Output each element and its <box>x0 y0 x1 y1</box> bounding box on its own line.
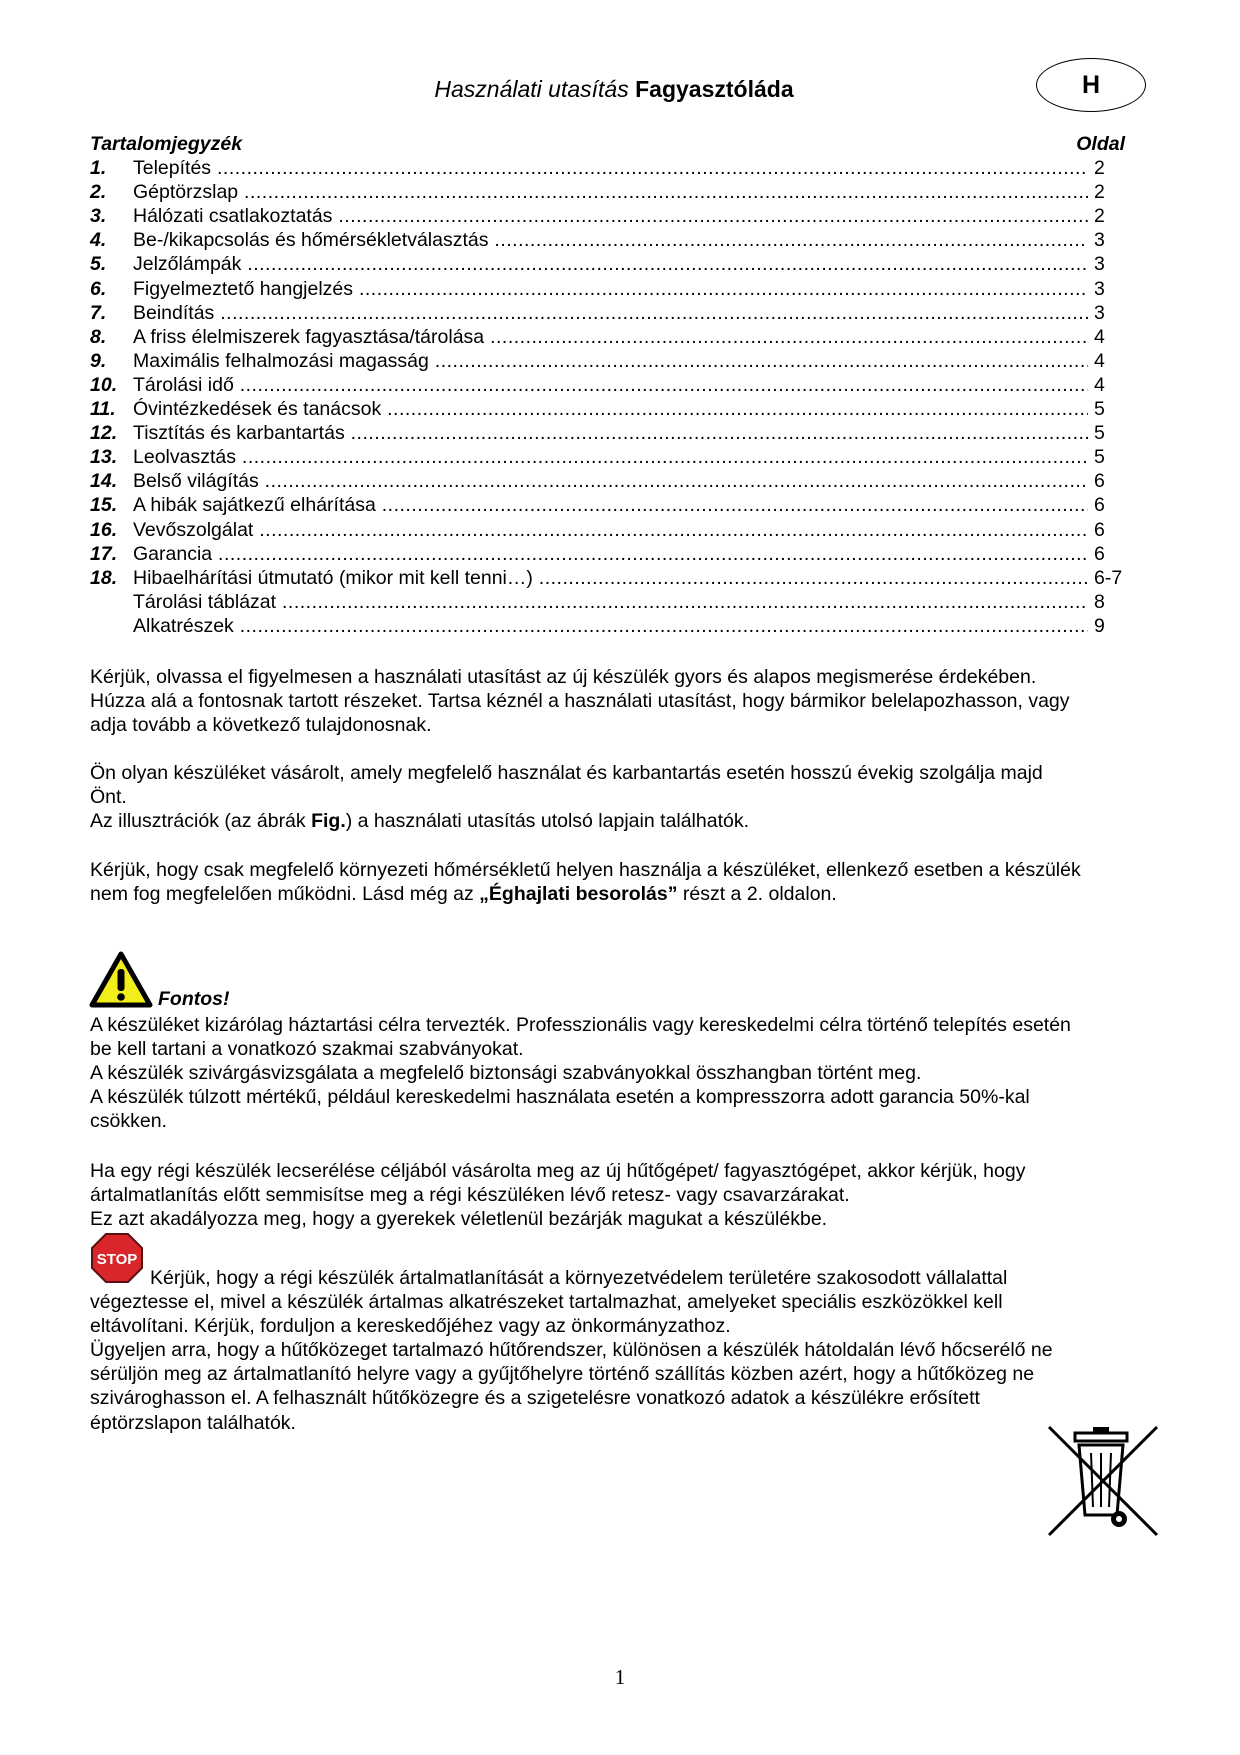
toc-entry[interactable] <box>90 542 1130 566</box>
toc-entry[interactable] <box>90 614 1130 638</box>
old-appliance-paragraph <box>90 1159 1170 1231</box>
toc-label: Alkatrészek ..... <box>133 614 1088 638</box>
toc-page: 4 <box>1094 349 1105 372</box>
text-line: Kérjük, olvassa el figyelmesen a használati utasítást az új készülék gyors és alapos megismerése érdekében. <box>90 666 1037 688</box>
text-line: Ön olyan készüléket vásárolt, amely megfelelő használat és karbantartás esetén hosszú évekig szolgálja majd <box>90 762 1043 784</box>
toc-number: 12. <box>90 422 118 445</box>
toc-label: Tárolási idő ..... <box>133 373 1088 397</box>
illustrations-note: Az illusztrációk (az ábrák Fig.) a használati utasítás utolsó lapjain találhatók. <box>90 810 749 833</box>
toc-number <box>90 590 133 614</box>
toc-entry[interactable] <box>90 493 1130 517</box>
toc-entry[interactable] <box>90 156 1130 180</box>
toc-label: Maximális felhalmozási magasság ..... <box>133 349 1088 373</box>
toc-label: Vevőszolgálat ..... <box>133 518 1088 542</box>
title-bold: Fagyasztóláda <box>635 76 794 102</box>
toc-page: 8 <box>1094 590 1105 613</box>
toc-number: 2. <box>90 181 107 204</box>
toc-page: 5 <box>1094 446 1105 469</box>
text-line: Ügyeljen arra, hogy a hűtőközeget tartalmazó hűtőrendszer, különösen a készülék hátoldalán lévő hőcserélő ne <box>90 1339 1053 1362</box>
toc-heading: Tartalomjegyzék <box>90 133 243 155</box>
toc-page: 9 <box>1094 614 1105 637</box>
toc-page: 5 <box>1094 422 1105 445</box>
toc-label: Be-/kikapcsolás és hőmérsékletválasztás ..... <box>133 228 1088 252</box>
title-italic: Használati utasítás <box>434 76 629 102</box>
toc-entry[interactable] <box>90 301 1130 325</box>
toc-number: 6. <box>90 277 107 300</box>
text-line: végeztesse el, mivel a készülék ártalmas alkatrészeket tartalmazhat, amelyeket speciális eszközökkel kell <box>90 1291 1003 1314</box>
page-number: 1 <box>614 1665 626 1689</box>
text-line: ártalmatlanítás előtt semmisítse meg a régi készüléken lévő retesz- vagy csavarzárakat. <box>90 1184 850 1207</box>
toc-page: 5 <box>1094 398 1105 421</box>
toc-page: 2 <box>1094 181 1105 204</box>
toc-page: 6 <box>1094 470 1105 493</box>
intro-paragraph <box>90 665 1170 737</box>
text-line: A készülék szivárgásvizsgálata a megfelelő biztonsági szabványokkal összhangban történt meg. <box>90 1062 922 1085</box>
toc-entry[interactable] <box>90 590 1130 614</box>
toc-number: 4. <box>90 229 107 252</box>
toc-entry[interactable] <box>90 325 1130 349</box>
toc-entry[interactable] <box>90 228 1130 252</box>
toc-page: 4 <box>1094 325 1105 348</box>
toc-number: 3. <box>90 205 107 228</box>
toc-number: 14. <box>90 470 118 493</box>
text-line: nem fog megfelelően működni. Lásd még az „Éghajlati besorolás” részt a 2. oldalon. <box>90 883 837 906</box>
toc-header <box>90 132 1130 156</box>
text-line: Húzza alá a fontosnak tartott részeket. Tartsa kéznél a használati utasítást, hogy bármikor belelapozhasson, vagy <box>90 690 1070 713</box>
toc-entry[interactable] <box>90 518 1130 542</box>
climate-paragraph <box>90 858 1170 906</box>
text-line: A készüléket kizárólag háztartási célra tervezték. Professzionális vagy kereskedelmi célra történő telepítés esetén <box>90 1014 1071 1036</box>
toc-label: Óvintézkedések és tanácsok ..... <box>133 397 1088 421</box>
toc-label: Jelzőlámpák ..... <box>133 252 1088 276</box>
text-line: Kérjük, hogy a régi készülék ártalmatlanítását a környezetvédelem területére szakosodott vállalattal <box>150 1267 1008 1289</box>
toc-number: 16. <box>90 518 118 541</box>
toc-entry[interactable] <box>90 277 1130 301</box>
toc-number: 5. <box>90 253 107 276</box>
toc-number <box>90 614 133 638</box>
toc-entry[interactable] <box>90 349 1130 373</box>
language-badge: H <box>1036 58 1146 112</box>
text-line: Önt. <box>90 786 127 809</box>
toc-label: A friss élelmiszerek fagyasztása/tárolása ..... <box>133 325 1088 349</box>
toc-label: Beindítás ..... <box>133 301 1088 325</box>
toc-page: 6 <box>1094 518 1105 541</box>
toc-entry[interactable] <box>90 373 1130 397</box>
toc-page: 2 <box>1094 205 1105 228</box>
toc-number: 10. <box>90 373 118 396</box>
toc-number: 8. <box>90 325 107 348</box>
lifetime-paragraph <box>90 761 1170 833</box>
toc-number: 9. <box>90 349 107 372</box>
toc-page: 3 <box>1094 277 1105 300</box>
toc-page: 3 <box>1094 229 1105 252</box>
toc-entry[interactable] <box>90 397 1130 421</box>
text-line: Kérjük, hogy csak megfelelő környezeti hőmérsékletű helyen használja a készüléket, ellenkező esetben a készülék <box>90 859 1081 881</box>
weee-crossed-bin-icon <box>1045 1423 1163 1539</box>
toc-label: Géptörzslap ..... <box>133 180 1088 204</box>
toc-entry[interactable] <box>90 469 1130 493</box>
toc-label: Hálózati csatlakoztatás ..... <box>133 204 1088 228</box>
text-line: csökken. <box>90 1110 167 1133</box>
toc-label: Leolvasztás ..... <box>133 445 1088 469</box>
toc-entry[interactable] <box>90 204 1130 228</box>
toc-number: 15. <box>90 494 118 517</box>
text-line: éptörzslapon találhatók. <box>90 1411 296 1434</box>
toc-number: 11. <box>90 398 116 421</box>
toc-page: 3 <box>1094 253 1105 276</box>
toc-label: Tisztítás és karbantartás ..... <box>133 421 1088 445</box>
toc-number: 18. <box>90 566 118 589</box>
toc-label: A hibák sajátkezű elhárítása ..... <box>133 493 1088 517</box>
text-line: Ez azt akadályozza meg, hogy a gyerekek véletlenül bezárják magukat a készülékbe. <box>90 1208 828 1231</box>
toc-page: 2 <box>1094 157 1105 180</box>
toc-label: Belső világítás ..... <box>133 469 1088 493</box>
toc-page: 6 <box>1094 494 1105 517</box>
toc-label: Garancia ..... <box>133 542 1088 566</box>
important-paragraph <box>90 1013 1170 1133</box>
toc-entry[interactable] <box>90 252 1130 276</box>
disposal-paragraph <box>90 1266 1170 1435</box>
text-line: be kell tartani a vonatkozó szakmai szabványokat. <box>90 1038 524 1061</box>
text-line: eltávolítani. Kérjük, forduljon a kereskedőjéhez vagy az önkormányzathoz. <box>90 1315 731 1338</box>
toc-page: 6-7 <box>1094 566 1123 589</box>
text-line: adja tovább a következő tulajdonosnak. <box>90 714 432 737</box>
toc-entry[interactable] <box>90 445 1130 469</box>
toc-number: 17. <box>90 542 118 565</box>
toc-number: 7. <box>90 301 107 324</box>
toc-label: Tárolási táblázat ..... <box>133 590 1088 614</box>
table-of-contents <box>90 132 1130 638</box>
toc-label: Telepítés ..... <box>133 156 1088 180</box>
toc-label: Hibaelhárítási útmutató (mikor mit kell tenni…) ..... <box>133 566 1088 590</box>
toc-page: 6 <box>1094 542 1105 565</box>
toc-number: 13. <box>90 446 118 469</box>
text-line: szivároghasson el. A felhasznált hűtőközegre és a szigetelésre vonatkozó adatok a készülékre erősített <box>90 1387 980 1410</box>
warning-icon <box>89 951 153 1008</box>
toc-label: Figyelmeztető hangjelzés ..... <box>133 277 1088 301</box>
text-line: sérüljön meg az ártalmatlanító helyre vagy a gyűjtőhelyre történő szállítás közben azért, hogy a hűtőközeg ne <box>90 1363 1035 1386</box>
toc-number: 1. <box>90 157 107 180</box>
toc-entry[interactable] <box>90 421 1130 445</box>
text-line: Ha egy régi készülék lecserélése céljából vásárolta meg az új hűtőgépet/ fagyasztógépet, akkor kérjük, hogy <box>90 1160 1026 1182</box>
toc-page: 3 <box>1094 301 1105 324</box>
toc-entry[interactable] <box>90 566 1130 590</box>
important-heading: Fontos! <box>158 988 230 1010</box>
toc-page-heading: Oldal <box>1076 133 1125 155</box>
toc-page: 4 <box>1094 373 1105 396</box>
svg-text:STOP: STOP <box>96 1251 138 1268</box>
toc-entry[interactable] <box>90 180 1130 204</box>
text-line: A készülék túlzott mértékű, például kereskedelmi használata esetén a kompresszorra adott garancia 50%-kal <box>90 1086 1030 1109</box>
